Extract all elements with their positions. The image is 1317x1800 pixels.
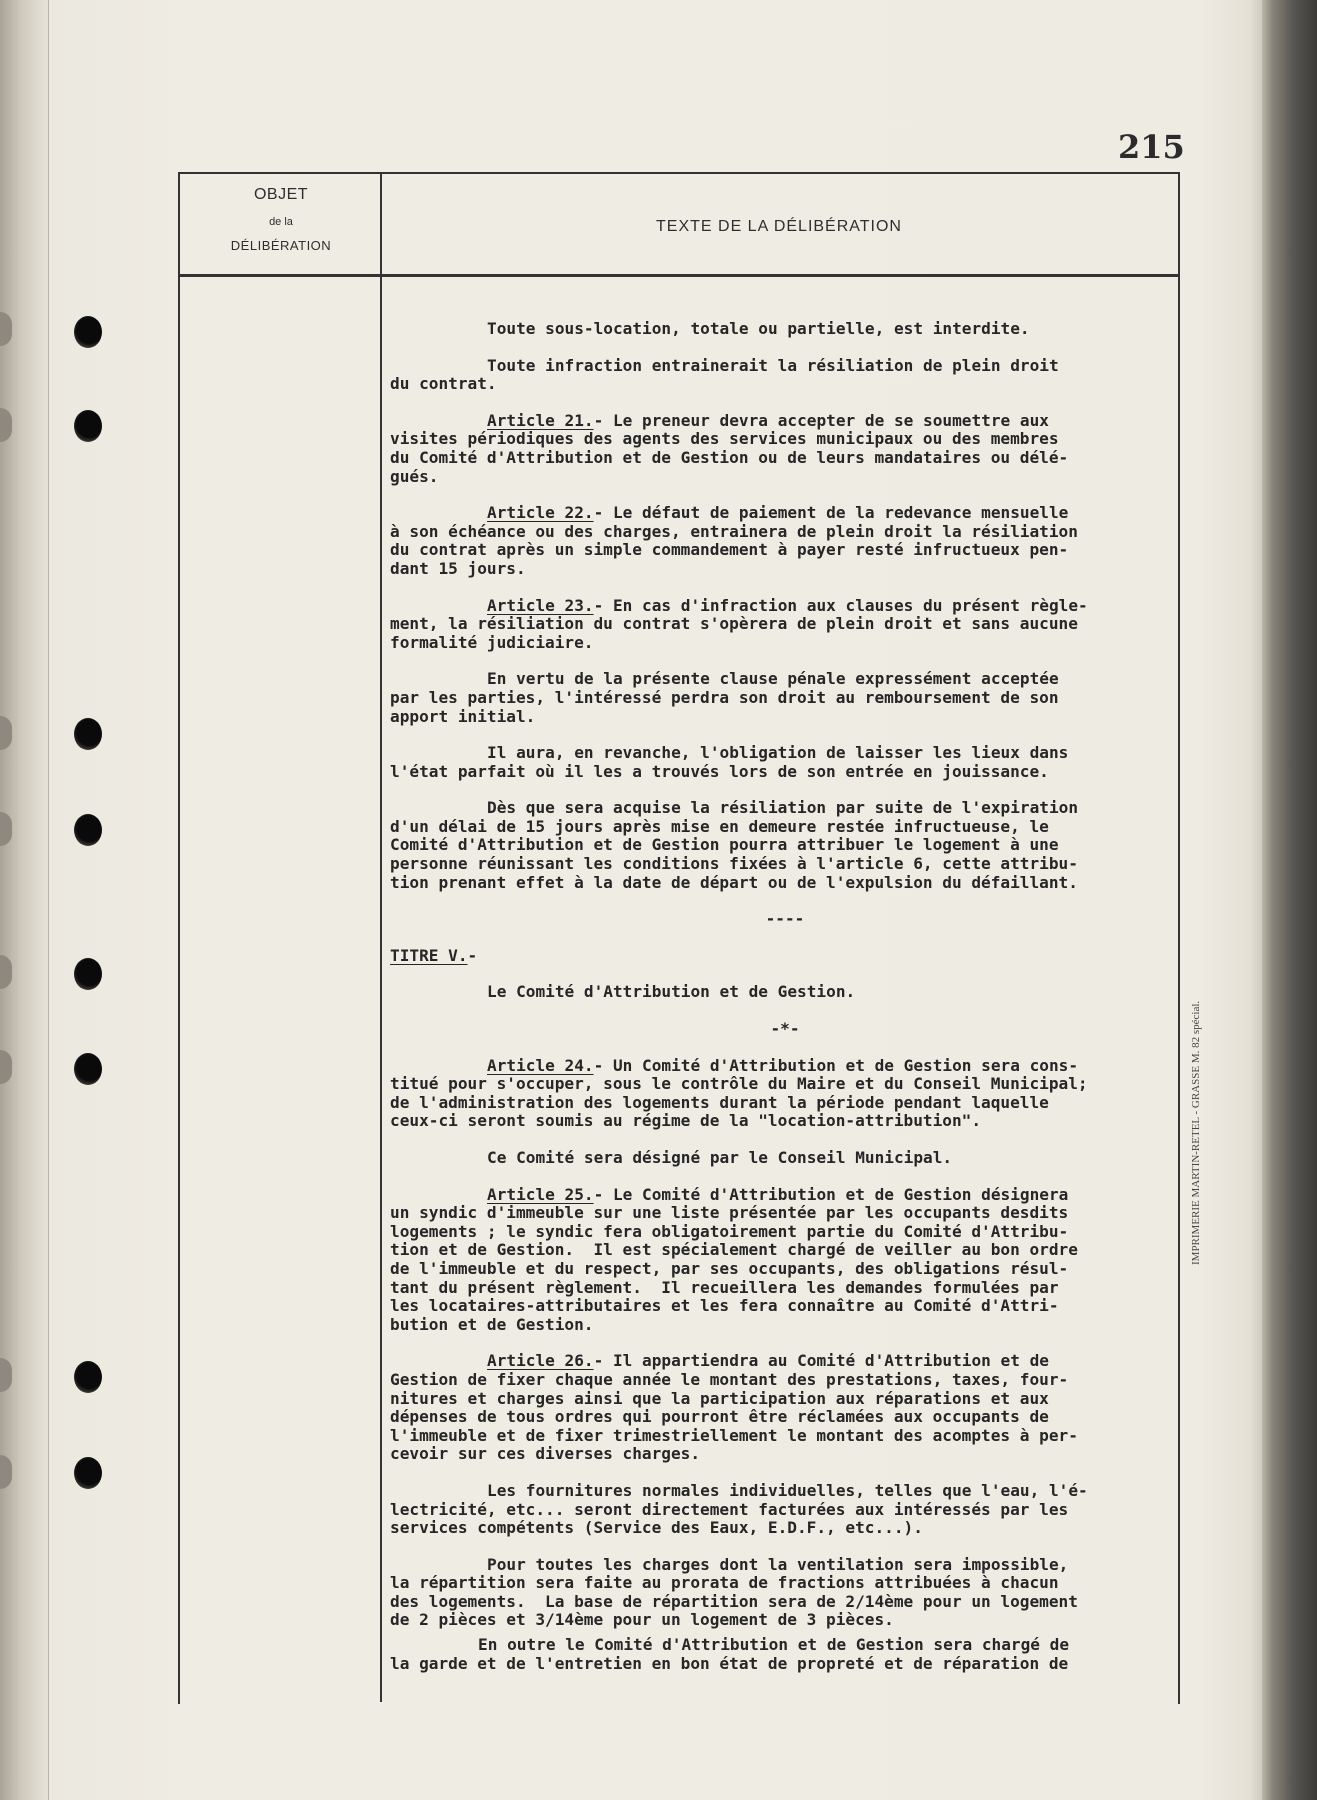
objet-column-header (182, 186, 380, 253)
column-divider (380, 172, 382, 1702)
punch-hole (74, 1053, 102, 1085)
article-25-label: Article 25. (487, 1184, 594, 1204)
punch-hole (74, 718, 102, 750)
punch-hole (74, 316, 102, 348)
punch-hole (74, 1361, 102, 1393)
punch-hole (74, 1457, 102, 1489)
page-number: 215 (1118, 128, 1185, 166)
paragraph-sous-location: Toute sous-location, totale ou partielle, est interdite. (487, 319, 1030, 338)
separator-star: -*- (770, 1019, 800, 1039)
article-22-label: Article 22. (487, 503, 594, 523)
article-24-label: Article 24. (487, 1055, 594, 1075)
paragraph-clause-penale: En vertu de la présente clause pénale expressément acceptée par les parties, l'intéressé perdra son droit au remboursement de son apport initial. (390, 669, 1059, 726)
printer-mark: IMPRIMERIE MARTIN-RETEL - GRASSE M. 82 spécial. (1190, 1000, 1202, 1265)
punch-hole (74, 958, 102, 990)
paragraph-en-outre: En outre le Comité d'Attribution et de Gestion sera chargé de la garde et de l'entretien en bon état de propreté et de réparation de (390, 1635, 1070, 1673)
separator-dashes: ---- (765, 909, 805, 929)
article-24: Article 24.- Un Comité d'Attribution et de Gestion sera cons- titué pour s'occuper, sous le contrôle du Maire et du Conseil Municipal; de l'administration des logements durant la période pendant laquelle ceux-ci seront soumis au régime de la "location-attribution". (390, 1055, 1088, 1131)
article-22: Article 22.- Le défaut de paiement de la redevance mensuelle à son échéance ou des charges, entrainera de plein droit la résiliation du contrat après un simple commandement à payer resté infructueux pen- dant 15 jours. (390, 503, 1078, 578)
paragraph-charges: Pour toutes les charges dont la ventilation sera impossible, la répartition sera faite au prorata de fractions attribuées à chacun des logements. La base de répartition sera de 2/14ème pour un logement de 2 pièces et 3/14ème pour un logement de 3 pièces. (390, 1554, 1078, 1630)
paragraph-infraction: Toute infraction entrainerait la résiliation de plein droit du contrat. (390, 355, 1059, 394)
paragraph-fournitures: Les fournitures normales individuelles, telles que l'eau, l'é- lectricité, etc... seront directement facturées aux intéressés par les services compétents (Service des Eaux, E.D.F., etc...). (390, 1480, 1088, 1538)
article-23: Article 23.- En cas d'infraction aux clauses du présent règle- ment, la résiliation du contrat s'opèrera de plein droit et sans aucune formalité judiciaire. (390, 595, 1088, 652)
page-edge-shadow (1262, 0, 1317, 1800)
paragraph-resiliation: Dès que sera acquise la résiliation par suite de l'expiration d'un délai de 15 jours après mise en demeure restée infructueuse, le Comité d'Attribution et de Gestion pourra attribuer le logement à une personne réunissant les conditions fixées à l'article 6, cette attribu- tion prenant effet à la date de départ ou de l'expulsion du défaillant. (390, 798, 1079, 892)
previous-page-edge (0, 0, 49, 1800)
article-26-label: Article 26. (487, 1351, 594, 1371)
objet-de-la: de la (269, 216, 293, 228)
titre-subtitle: Le Comité d'Attribution et de Gestion. (487, 982, 856, 1002)
deliberation-text (390, 320, 1180, 1691)
objet-deliberation: DÉLIBÉRATION (230, 238, 332, 253)
paragraph-designation: Ce Comité sera désigné par le Conseil Municipal. (487, 1148, 953, 1167)
objet-label: OBJET (253, 186, 309, 203)
article-26: Article 26.- Il appartiendra au Comité d'Attribution et de Gestion de fixer chaque année le montant des prestations, taxes, four- nitures et charges ainsi que la participation aux réparations et aux dépenses de tous ordres qui pourront être réclamées aux occupants de l'immeuble et de fixer trimestriellement le montant des acomptes à per- cevoir sur ces diverses charges. (390, 1351, 1078, 1464)
article-21: Article 21.- Le preneur devra accepter de se soumettre aux visites périodiques des agents des services municipaux ou des membres du Comité d'Attribution et de Gestion ou de leurs mandataires ou délé- gués. (390, 410, 1069, 486)
article-23-label: Article 23. (487, 595, 594, 615)
article-21-label: Article 21. (487, 410, 594, 430)
titre-label: TITRE V. (390, 945, 468, 965)
header-divider (178, 274, 1180, 277)
titre-heading: TITRE V.- (390, 945, 478, 965)
punch-hole (74, 410, 102, 442)
article-25: Article 25.- Le Comité d'Attribution et de Gestion désignera un syndic d'immeuble sur une liste présentée par les occupants desdits logements ; le syndic fera obligatoirement partie du Comité d'Attribu- tion et de Gestion. Il est spécialement chargé de veiller au bon ordre de l'immeuble et du respect, par ses occupants, des obligations résul- tant du présent règlement. Il recueillera les demandes formulées par les locataires-attributaires et les fera connaître au Comité d'Attri- bution et de Gestion. (390, 1184, 1078, 1334)
texte-column-header: TEXTE DE LA DÉLIBÉRATION (656, 218, 902, 235)
paragraph-revanche: Il aura, en revanche, l'obligation de laisser les lieux dans l'état parfait où il les a trouvés lors de son entrée en jouissance. (390, 743, 1069, 781)
punch-hole (74, 814, 102, 846)
